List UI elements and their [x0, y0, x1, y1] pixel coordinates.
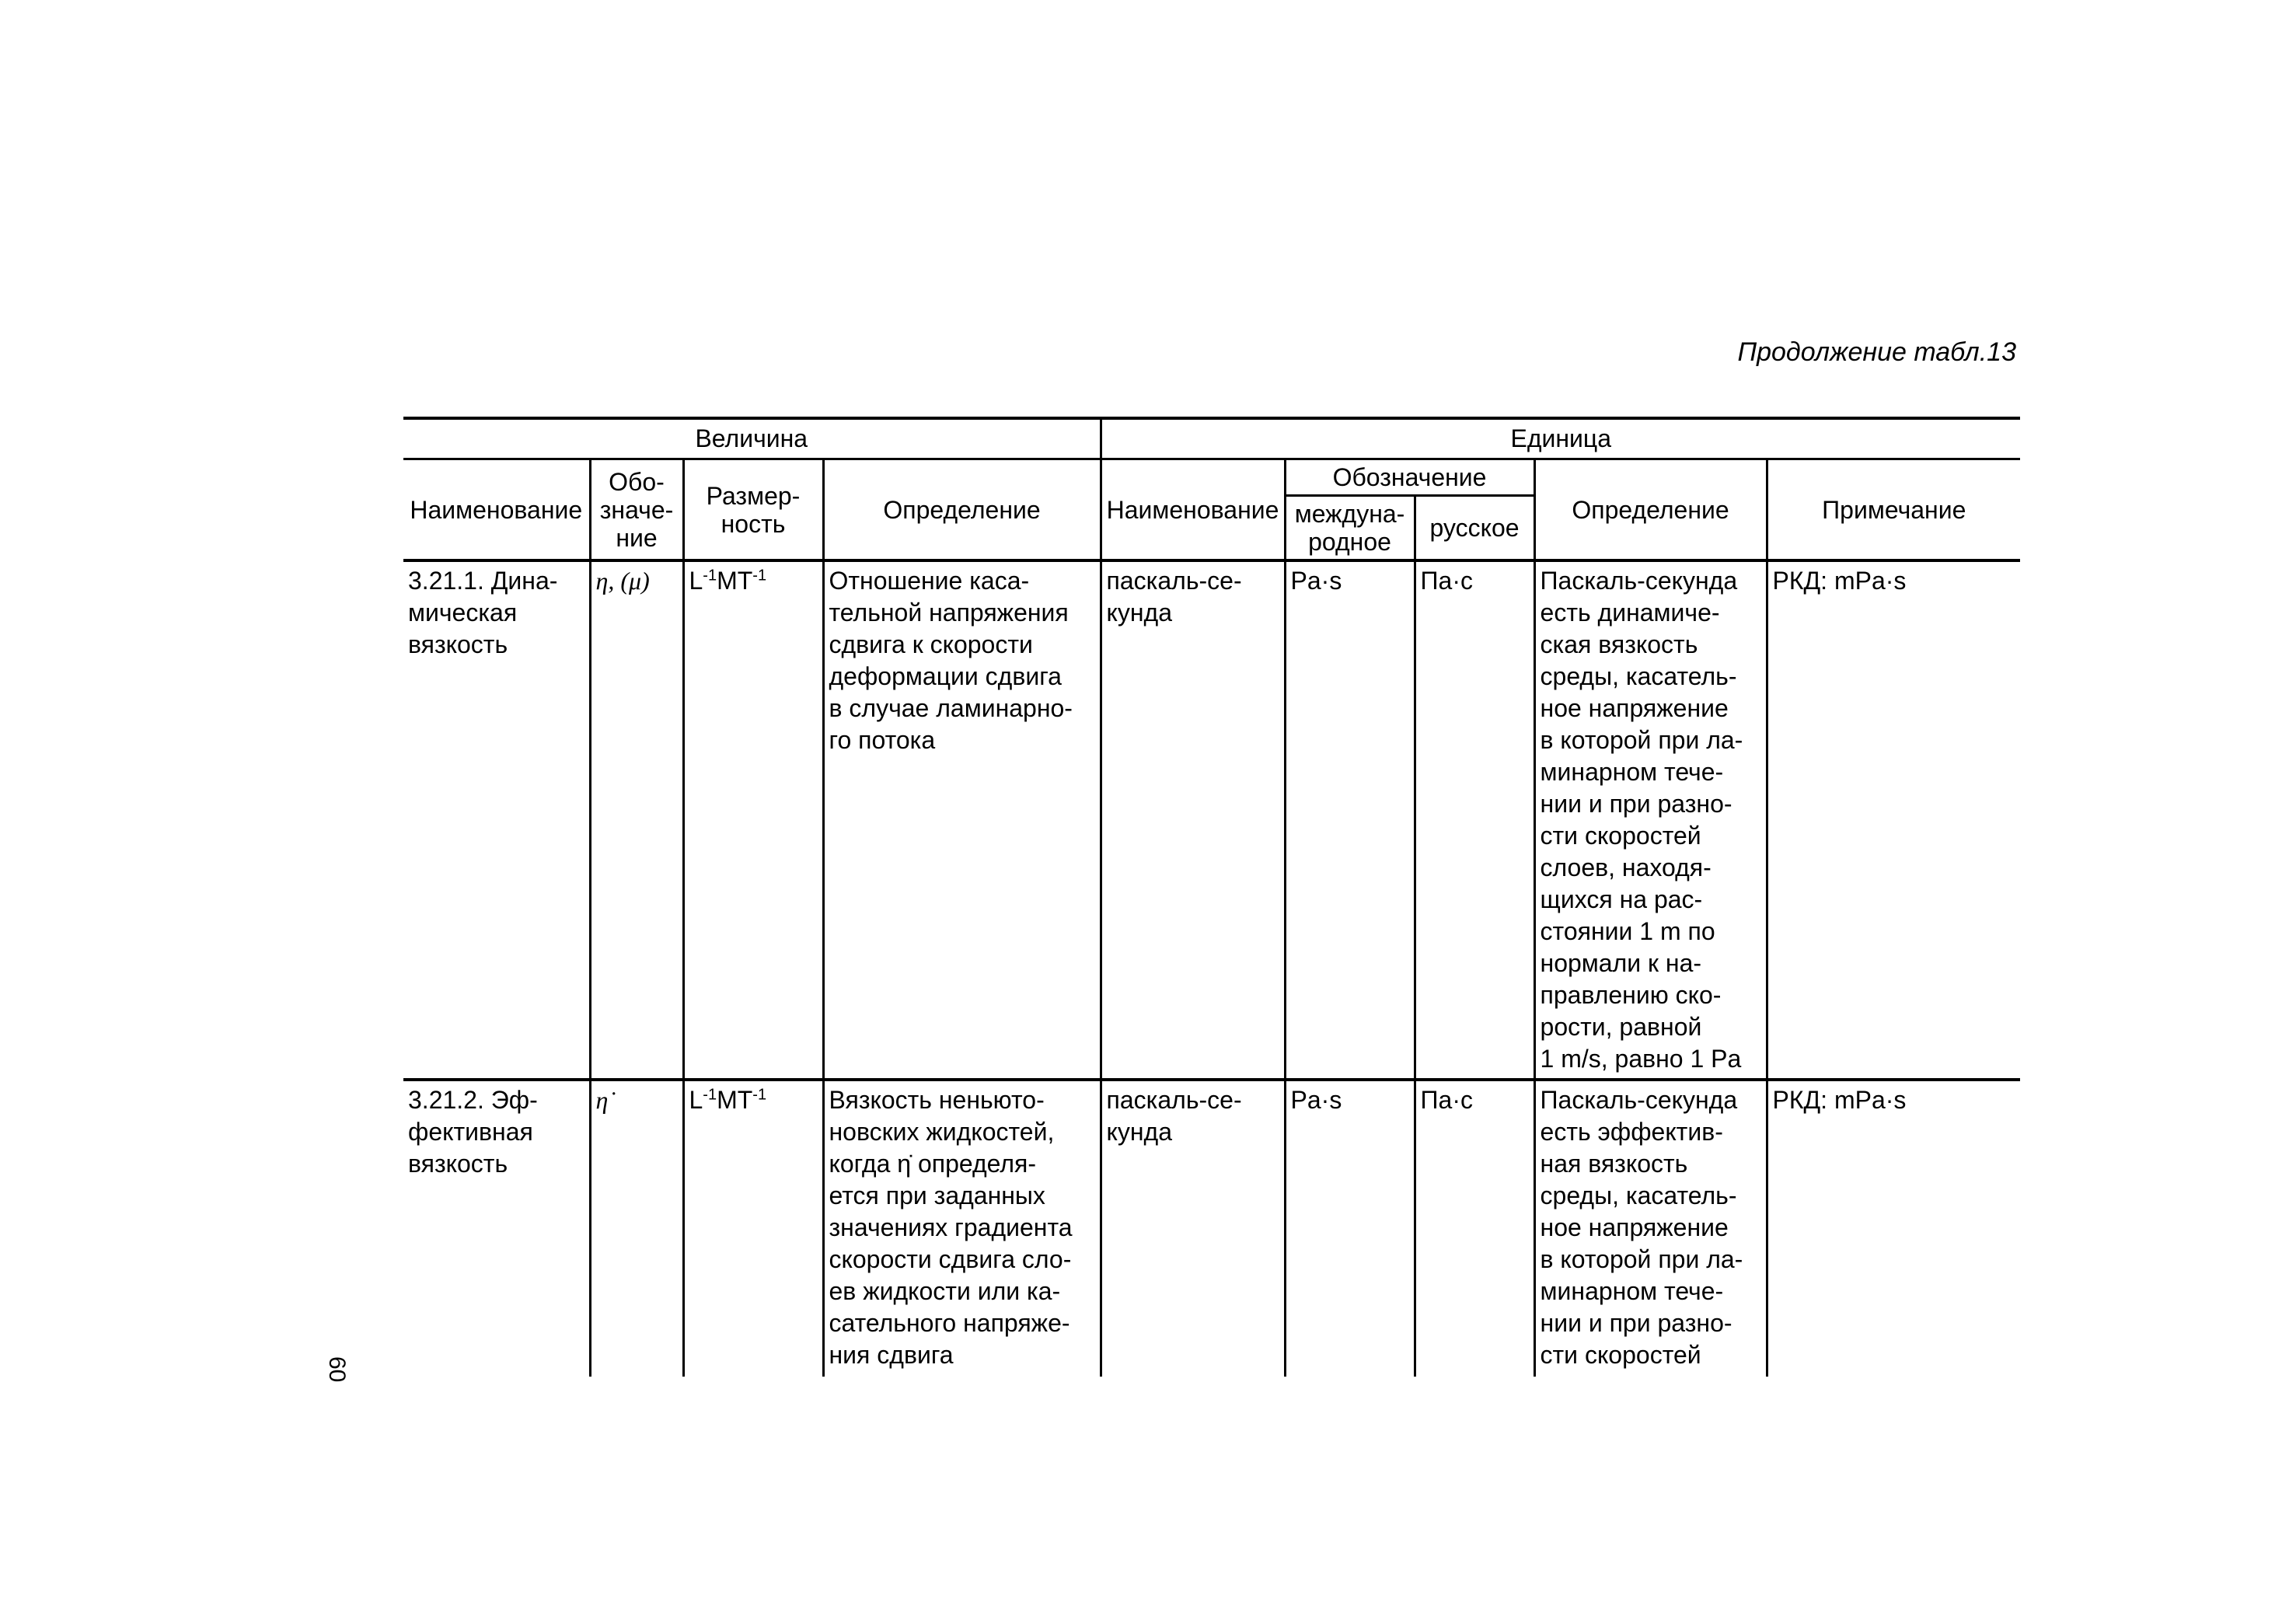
unit-note: РКД: mPa·s — [1767, 1080, 2020, 1377]
dimension-mass-time: MT — [717, 567, 753, 595]
quantity-dimension — [683, 560, 823, 1080]
unit-name: паскаль-се- кунда — [1101, 560, 1285, 1080]
dimension-mass-time: MT — [717, 1086, 753, 1114]
header-row-1 — [403, 459, 2020, 496]
quantity-definition: Вязкость неньюто- новских жидкостей, когда η̇ определя- ется при заданных значениях градиента скорости сдвига сло- ев жидкости или ка- сательного напряже- ния сдвига — [823, 1080, 1101, 1377]
unit-international-symbol: Pa·s — [1285, 560, 1415, 1080]
unit-international-symbol: Pa·s — [1285, 1080, 1415, 1377]
header-note: Примечание — [1767, 459, 2020, 561]
header-russian: русское — [1415, 496, 1534, 561]
unit-definition: Паскаль-секунда есть динамиче- ская вязкость среды, касатель- ное напряжение в которой при ла- минарном тече- нии и при разно- сти скоростей слоев, находя- щихся на рас- стоянии 1 m по нормали к на- правлению ско- рости, равной 1 m/s, равно 1 Pa — [1534, 560, 1767, 1080]
quantity-dimension — [683, 1080, 823, 1377]
dimension-length: L — [689, 567, 703, 595]
quantity-symbol: η, (μ) — [590, 560, 683, 1080]
header-name: Наименование — [403, 459, 590, 561]
header-quantity-group: Величина — [403, 418, 1101, 459]
dimension-length: L — [689, 1086, 703, 1114]
unit-note: РКД: mPa·s — [1767, 560, 2020, 1080]
dimension-exponent: -1 — [752, 1086, 767, 1104]
table-continuation-caption: Продолжение табл.13 — [1737, 337, 2016, 367]
quantity-name: 3.21.2. Эф- фективная вязкость — [403, 1080, 590, 1377]
dimension-exponent: -1 — [703, 567, 717, 585]
dimension-exponent: -1 — [752, 567, 767, 585]
table-row — [403, 560, 2020, 1080]
header-international: междуна- родное — [1285, 496, 1415, 561]
header-group-row — [403, 418, 2020, 459]
quantity-name: 3.21.1. Дина- мическая вязкость — [403, 560, 590, 1080]
header-definition: Определение — [823, 459, 1101, 561]
unit-russian-symbol: Па·с — [1415, 560, 1534, 1080]
header-unit-group: Единица — [1101, 418, 2020, 459]
table-row — [403, 1080, 2020, 1377]
quantities-table — [403, 417, 2020, 1377]
dimension-exponent: -1 — [703, 1086, 717, 1104]
header-symbol: Обо- значе- ние — [590, 459, 683, 561]
quantity-symbol: η̇ — [590, 1080, 683, 1377]
header-dimension: Размер- ность — [683, 459, 823, 561]
header-unit-name: Наименование — [1101, 459, 1285, 561]
unit-russian-symbol: Па·с — [1415, 1080, 1534, 1377]
unit-definition: Паскаль-секунда есть эффектив- ная вязкость среды, касатель- ное напряжение в которой при ла- минарном тече- нии и при разно- сти скоростей — [1534, 1080, 1767, 1377]
quantity-definition: Отношение каса- тельной напряжения сдвига к скорости деформации сдвига в случае ламинарно- го потока — [823, 560, 1101, 1080]
header-unit-symbol: Обозначение — [1285, 459, 1534, 496]
unit-name: паскаль-се- кунда — [1101, 1080, 1285, 1377]
page-number: 60 — [324, 1356, 350, 1383]
header-unit-definition: Определение — [1534, 459, 1767, 561]
